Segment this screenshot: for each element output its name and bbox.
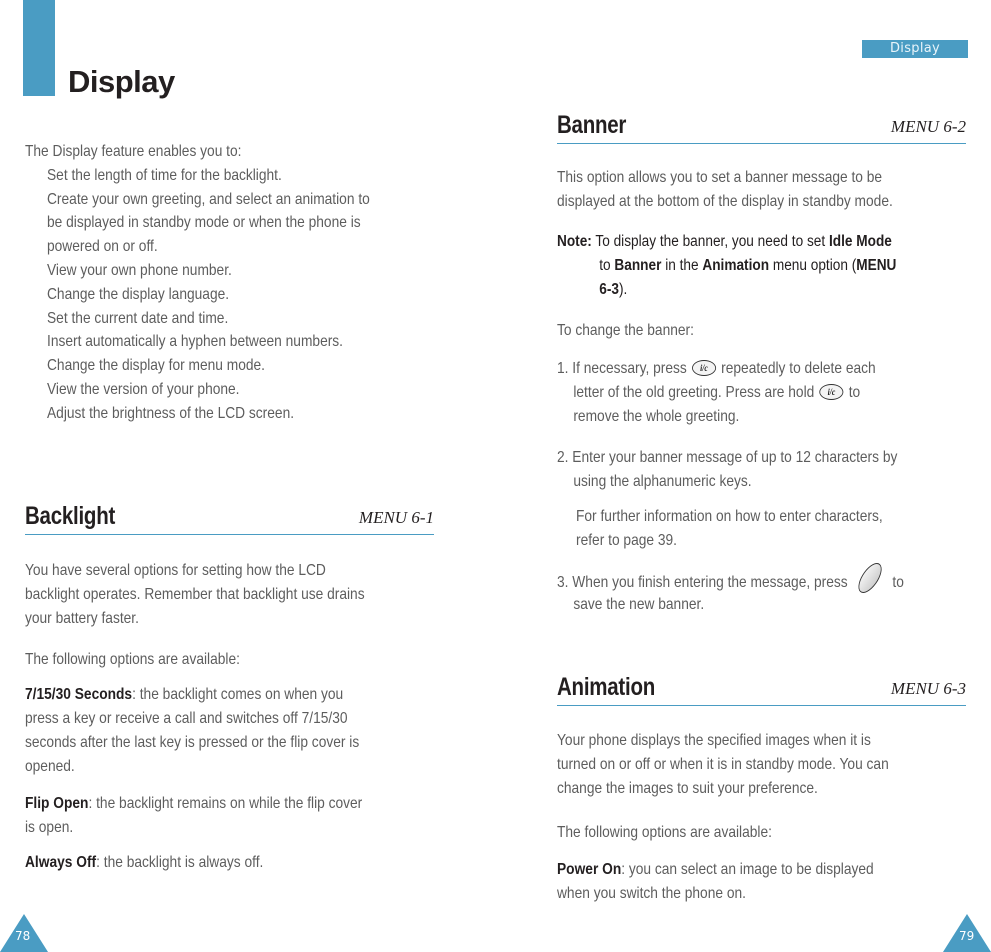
backlight-option-flip-open xyxy=(25,792,445,840)
banner-steps-lead xyxy=(557,319,977,343)
note-bold: Banner xyxy=(614,257,662,274)
banner-step-3 xyxy=(557,569,987,617)
backlight-section-header xyxy=(25,502,434,535)
note-text: in the xyxy=(661,257,703,274)
clear-key-icon: i/c xyxy=(819,384,843,400)
note-label: Note: xyxy=(557,233,592,250)
text-line: backlight operates. Remember that backlight use drains xyxy=(25,586,365,603)
ok-select-key-icon xyxy=(854,558,886,597)
option-text: press a key or receive a call and switches off 7/15/30 xyxy=(25,710,348,727)
intro-item: Adjust the brightness of the LCD screen. xyxy=(47,404,295,422)
backlight-option-always-off xyxy=(25,851,445,875)
option-text: : the backlight comes on when you xyxy=(132,686,344,703)
page-number-left: 78 xyxy=(15,929,31,943)
option-text: : the backlight is always off. xyxy=(96,854,264,871)
section-title-banner: Banner xyxy=(557,111,627,139)
step-number: 2. xyxy=(557,449,569,466)
option-text: when you switch the phone on. xyxy=(557,885,746,902)
banner-step-2 xyxy=(557,446,987,494)
intro-item: Set the length of time for the backlight. xyxy=(47,166,282,184)
banner-step-1 xyxy=(557,357,987,429)
text-line: your battery faster. xyxy=(25,610,139,627)
step-text: Enter your banner message of up to 12 characters by xyxy=(572,449,898,466)
text-line: This option allows you to set a banner message to be xyxy=(557,169,883,186)
banner-step-2-subnote xyxy=(576,505,986,553)
step-text: For further information on how to enter characters, xyxy=(576,508,883,525)
option-text: : you can select an image to be displayed xyxy=(621,861,874,878)
clear-key-icon: i/c xyxy=(692,360,716,376)
animation-option-power-on xyxy=(557,858,977,906)
step-text: save the new banner. xyxy=(573,596,705,613)
option-term: 7/15/30 Seconds xyxy=(25,686,133,703)
page-title: Display xyxy=(68,64,175,99)
banner-note xyxy=(557,230,977,302)
intro-lead: The Display feature enables you to: xyxy=(25,143,242,160)
note-bold: Animation xyxy=(702,257,770,274)
section-title-animation: Animation xyxy=(557,673,656,701)
animation-section-header xyxy=(557,673,966,706)
intro-item: Insert automatically a hyphen between numbers. xyxy=(47,333,344,351)
animation-options-lead xyxy=(557,821,977,845)
text-line: You have several options for setting how the LCD xyxy=(25,562,326,579)
intro-item: Change the display for menu mode. xyxy=(47,357,265,375)
step-text: to xyxy=(848,384,861,401)
step-text: refer to page 39. xyxy=(576,532,677,549)
note-bold: MENU xyxy=(856,257,897,274)
intro-item: View the version of your phone. xyxy=(47,380,240,398)
intro-item: be displayed in standby mode or when the phone is xyxy=(47,214,361,232)
menu-code-animation: MENU 6-3 xyxy=(890,679,966,698)
step-text: remove the whole greeting. xyxy=(573,408,740,425)
step-text: to xyxy=(892,574,904,591)
text-line: change the images to suit your preference. xyxy=(557,780,818,797)
backlight-options-lead xyxy=(25,648,445,672)
step-text: repeatedly to delete each xyxy=(721,360,876,377)
backlight-description xyxy=(25,559,445,631)
menu-code-backlight: MENU 6-1 xyxy=(358,508,434,527)
text-line: Your phone displays the specified images when it is xyxy=(557,732,871,749)
note-text: to xyxy=(599,257,615,274)
option-text: opened. xyxy=(25,758,75,775)
note-text: To display the banner, you need to set xyxy=(595,233,829,250)
text-line: turned on or off or when it is in standby mode. You can xyxy=(557,756,889,773)
text-line: The following options are available: xyxy=(25,651,240,668)
banner-description xyxy=(557,166,977,214)
step-text: If necessary, press xyxy=(572,360,687,377)
option-term: Flip Open xyxy=(25,795,89,812)
page-number-right: 79 xyxy=(959,929,975,943)
option-term: Always Off xyxy=(25,854,97,871)
option-text: is open. xyxy=(25,819,74,836)
section-title-backlight: Backlight xyxy=(25,502,116,530)
step-number: 3. xyxy=(557,574,569,591)
animation-description xyxy=(557,729,977,801)
step-text: using the alphanumeric keys. xyxy=(573,473,752,490)
intro-item: Change the display language. xyxy=(47,285,230,303)
step-text: When you finish entering the message, press xyxy=(572,574,848,591)
intro-item: View your own phone number. xyxy=(47,261,232,279)
running-header-tab: Display xyxy=(862,40,968,58)
step-number: 1. xyxy=(557,360,569,377)
intro-item: Set the current date and time. xyxy=(47,309,229,327)
option-term: Power On xyxy=(557,861,622,878)
intro-item: Create your own greeting, and select an animation to xyxy=(47,190,370,208)
note-bold: Idle Mode xyxy=(828,233,892,250)
intro-item: powered on or off. xyxy=(47,238,158,256)
note-text: ). xyxy=(618,281,628,298)
banner-section-header xyxy=(557,111,966,144)
text-line: The following options are available: xyxy=(557,824,772,841)
intro-block xyxy=(25,140,505,426)
backlight-option-seconds xyxy=(25,683,445,779)
option-text: : the backlight remains on while the flip cover xyxy=(88,795,363,812)
option-text: seconds after the last key is pressed or the flip cover is xyxy=(25,734,360,751)
text-line: To change the banner: xyxy=(557,322,694,339)
note-text: menu option ( xyxy=(769,257,857,274)
menu-code-banner: MENU 6-2 xyxy=(890,117,966,136)
note-bold: 6-3 xyxy=(599,281,619,298)
chapter-accent-bar xyxy=(23,0,55,96)
text-line: displayed at the bottom of the display in standby mode. xyxy=(557,193,893,210)
step-text: letter of the old greeting. Press are hold xyxy=(573,384,815,401)
